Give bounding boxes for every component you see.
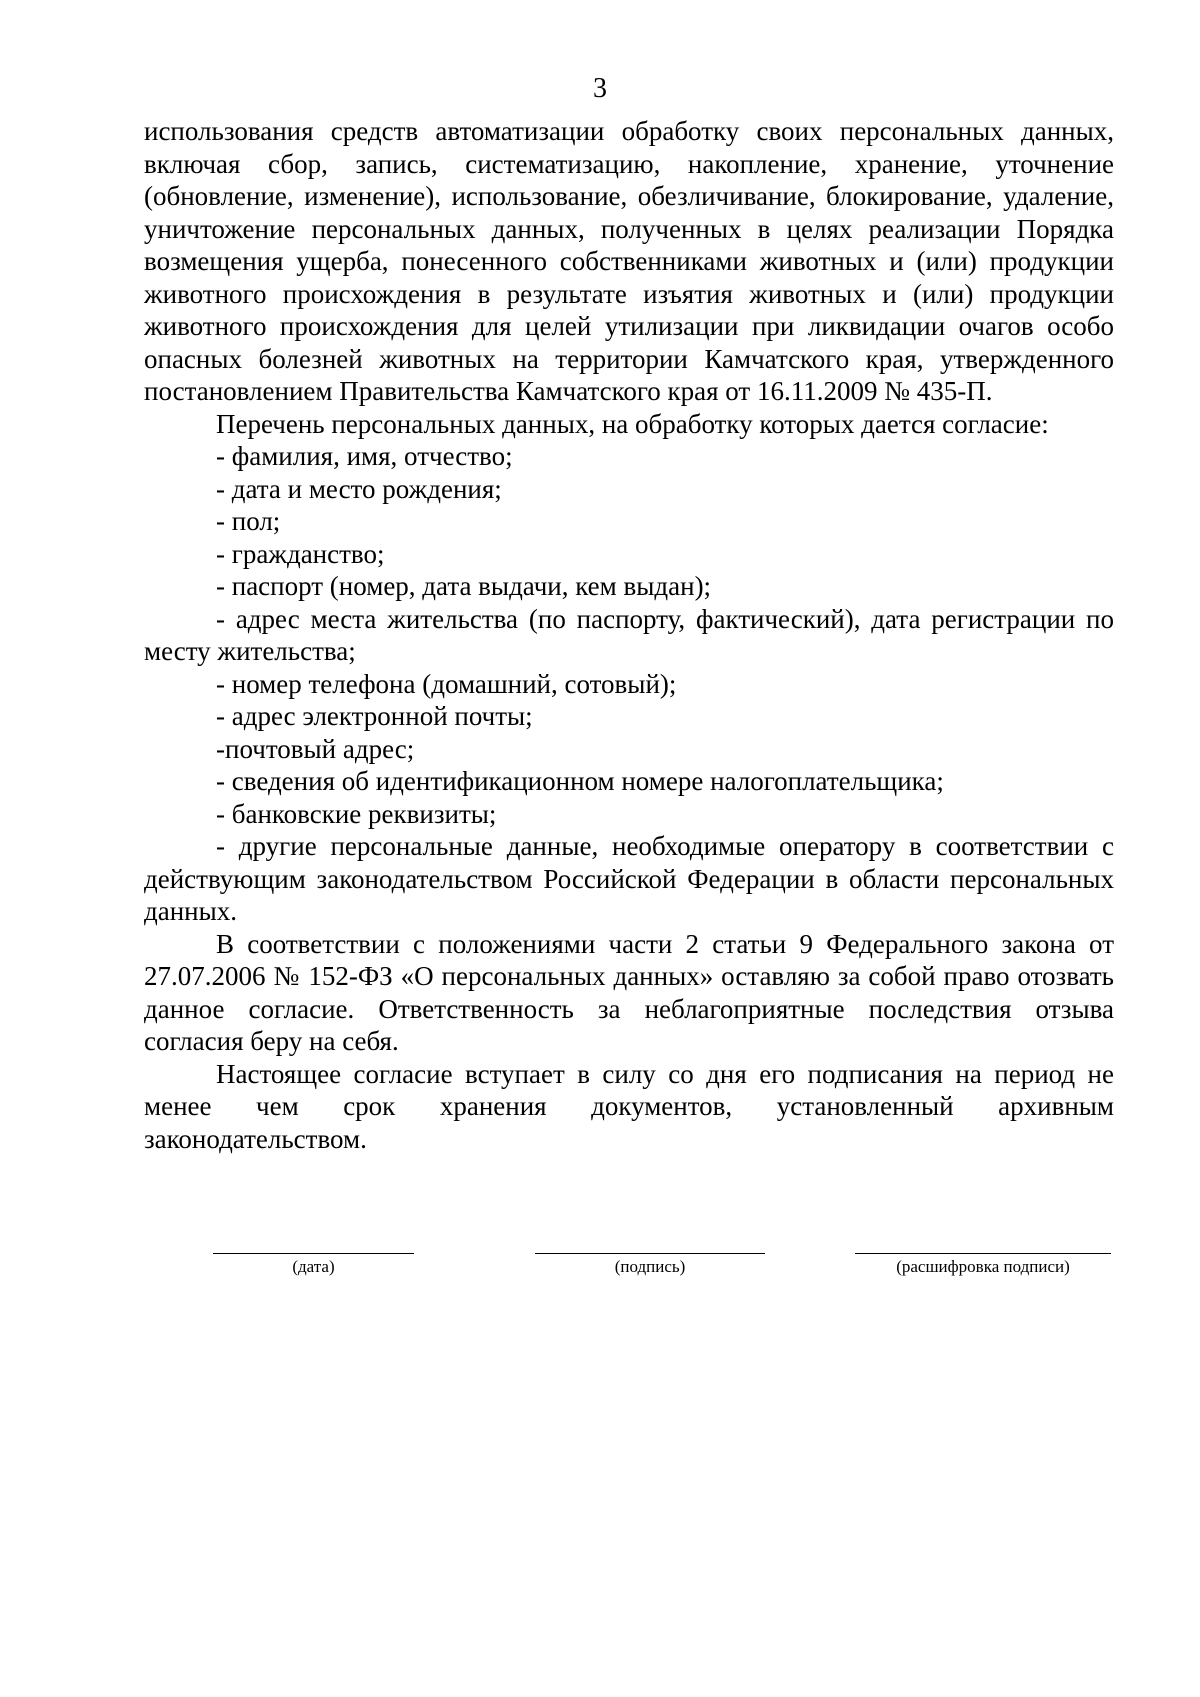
list-item: - паспорт (номер, дата выдачи, кем выдан); <box>216 571 712 601</box>
list-item: - другие персональные данные, необходимые оператору в соответствии с действующим законодательством Российской Федерации в области персональных данных. <box>144 831 1114 926</box>
date-caption: (дата) <box>292 1257 335 1276</box>
paragraph-withdrawal-right: В соответствии с положениями части 2 статьи 9 Федерального закона от 27.07.2006 № 152-ФЗ «О персональных данных» оставляю за собой право отозвать данное согласие. Ответственность за неблагоприятные последствия отзыва согласия беру на себя. <box>144 928 1114 1056</box>
signature-line <box>535 1253 765 1254</box>
list-item: - адрес места жительства (по паспорту, фактический), дата регистрации по месту жительства; <box>144 603 1114 666</box>
date-field <box>213 1253 414 1293</box>
signature-field <box>535 1253 765 1293</box>
list-item: - сведения об идентификационном номере налогоплательщика; <box>216 766 944 796</box>
paragraph-validity-period: Настоящее согласие вступает в силу со дня его подписания на период не менее чем срок хранения документов, установленный архивным законодательством. <box>144 1058 1114 1154</box>
list-item: -почтовый адрес; <box>216 733 415 764</box>
list-item: - пол; <box>216 506 281 536</box>
document-body <box>144 115 1114 1155</box>
list-item: - номер телефона (домашний, сотовый); <box>216 668 677 699</box>
list-item: - дата и место рождения; <box>216 473 502 504</box>
list-item: - фамилия, имя, отчество; <box>216 441 513 471</box>
signature-caption: (подпись) <box>614 1257 686 1276</box>
paragraph-data-list-intro: Перечень персональных данных, на обработку которых дается согласие: <box>216 408 1049 439</box>
signature-decoding-field <box>855 1253 1111 1293</box>
list-item: - гражданство; <box>216 538 385 569</box>
list-item: - адрес электронной почты; <box>216 701 533 731</box>
page-number: 3 <box>593 73 607 104</box>
signature-block <box>0 1253 1200 1293</box>
signature-decoding-line <box>855 1253 1111 1254</box>
signature-decoding-caption: (расшифровка подписи) <box>896 1257 1070 1276</box>
list-item: - банковские реквизиты; <box>216 798 497 829</box>
date-line <box>213 1253 414 1254</box>
paragraph-consent-scope: использования средств автоматизации обработку своих персональных данных, включая сбор, запись, систематизацию, накопление, хранение, уточнение (обновление, изменение), использование, обезличивание, блокирование, удаление, уничтожение персональных данных, полученных в целях реализации Порядка возмещения ущерба, понесенного собственниками животных и (или) продукции животного происхождения в результате изъятия животных и (или) продукции животного происхождения для целей утилизации при ликвидации очагов особо опасных болезней животных на территории Камчатского края, утвержденного постановлением Правительства Камчатского края от 16.11.2009 № 435-П. <box>144 116 1114 406</box>
